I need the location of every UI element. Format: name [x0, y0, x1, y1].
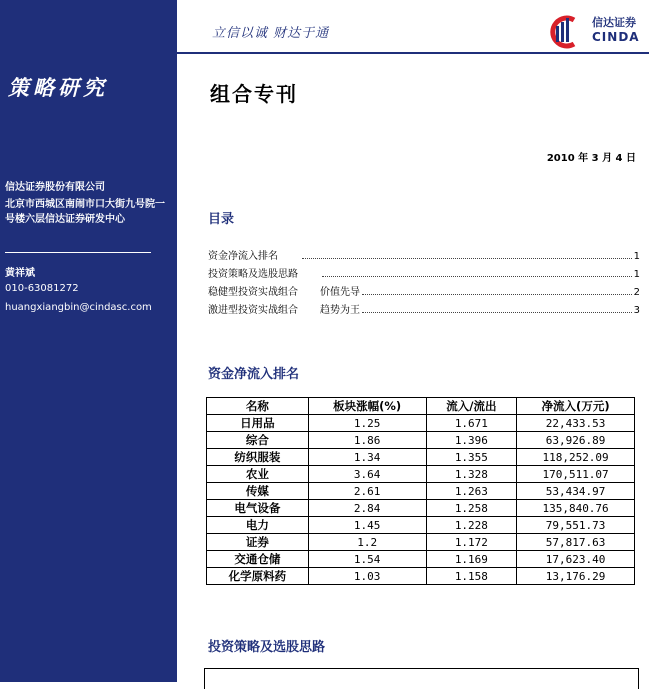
value-cell: 1.54: [308, 551, 426, 568]
sector-name-cell: 农业: [207, 466, 309, 483]
logo-text-cn: 信达证券: [592, 16, 636, 29]
toc-leader: [362, 312, 632, 313]
value-cell: 1.355: [426, 449, 517, 466]
toc-item-title: 投资策略及选股思路: [208, 269, 298, 280]
company-address: 北京市西城区南闹市口大街九号院一号楼六层信达证券研发中心: [5, 199, 165, 225]
analyst-name: 黄祥斌: [5, 268, 35, 279]
value-cell: 1.03: [308, 568, 426, 585]
column-header: 名称: [207, 398, 309, 415]
company-name: 信达证券股份有限公司: [5, 182, 105, 193]
value-cell: 1.172: [426, 534, 517, 551]
value-cell: 63,926.89: [517, 432, 635, 449]
value-cell: 2.61: [308, 483, 426, 500]
toc-item[interactable]: [208, 262, 640, 280]
analyst-email[interactable]: huangxiangbin@cindasc.com: [5, 302, 152, 313]
table-row: [207, 449, 635, 466]
column-header: 净流入(万元): [517, 398, 635, 415]
table-row: [207, 432, 635, 449]
fund-flow-table: [206, 397, 635, 585]
toc-leader: [322, 276, 632, 277]
table-row: [207, 551, 635, 568]
sidebar-title: 策略研究: [8, 75, 108, 100]
column-header: 板块涨幅(%): [308, 398, 426, 415]
sector-name-cell: 日用品: [207, 415, 309, 432]
value-cell: 1.396: [426, 432, 517, 449]
table-row: [207, 466, 635, 483]
toc-item-title: 稳健型投资实战组合: [208, 287, 298, 298]
value-cell: 22,433.53: [517, 415, 635, 432]
value-cell: 3.64: [308, 466, 426, 483]
header-divider: [177, 52, 649, 54]
value-cell: 57,817.63: [517, 534, 635, 551]
toc-item-subtitle: 趋势为王: [320, 305, 360, 316]
sector-name-cell: 综合: [207, 432, 309, 449]
toc-item[interactable]: [208, 244, 640, 262]
value-cell: 1.263: [426, 483, 517, 500]
toc-leader: [362, 294, 632, 295]
value-cell: 2.84: [308, 500, 426, 517]
value-cell: 1.158: [426, 568, 517, 585]
value-cell: 1.86: [308, 432, 426, 449]
table-of-contents: [208, 244, 640, 316]
sector-name-cell: 化学原料药: [207, 568, 309, 585]
value-cell: 1.45: [308, 517, 426, 534]
toc-item-page: 1: [633, 251, 640, 262]
sector-name-cell: 证券: [207, 534, 309, 551]
analyst-phone: 010-63081272: [5, 283, 79, 294]
value-cell: 1.328: [426, 466, 517, 483]
sector-name-cell: 纺织服装: [207, 449, 309, 466]
toc-item-title: 资金净流入排名: [208, 251, 278, 262]
column-header: 流入/流出: [426, 398, 517, 415]
flow-ranking-heading: 资金净流入排名: [208, 367, 300, 382]
table-row: [207, 517, 635, 534]
value-cell: 1.169: [426, 551, 517, 568]
strategy-content-box: [204, 668, 639, 689]
value-cell: 53,434.97: [517, 483, 635, 500]
report-date: 2010 年 3 月 4 日: [546, 153, 636, 164]
slogan: 立信以诚 财达于通: [212, 26, 330, 41]
value-cell: 170,511.07: [517, 466, 635, 483]
sector-name-cell: 电力: [207, 517, 309, 534]
value-cell: 1.228: [426, 517, 517, 534]
value-cell: 17,623.40: [517, 551, 635, 568]
toc-item-page: 2: [633, 287, 640, 298]
sector-name-cell: 传媒: [207, 483, 309, 500]
toc-leader: [302, 258, 632, 259]
toc-item[interactable]: [208, 280, 640, 298]
toc-item-title: 激进型投资实战组合: [208, 305, 298, 316]
toc-item-page: 3: [633, 305, 640, 316]
table-row: [207, 415, 635, 432]
document-title: 组合专刊: [210, 82, 298, 106]
value-cell: 1.258: [426, 500, 517, 517]
value-cell: 1.2: [308, 534, 426, 551]
toc-item-page: 1: [633, 269, 640, 280]
table-row: [207, 483, 635, 500]
toc-item-subtitle: 价值先导: [320, 287, 360, 298]
sidebar-divider: [5, 252, 151, 253]
value-cell: 1.671: [426, 415, 517, 432]
table-header-row: [207, 398, 635, 415]
sector-name-cell: 电气设备: [207, 500, 309, 517]
value-cell: 13,176.29: [517, 568, 635, 585]
toc-item[interactable]: [208, 298, 640, 316]
value-cell: 118,252.09: [517, 449, 635, 466]
value-cell: 79,551.73: [517, 517, 635, 534]
table-body: [207, 415, 635, 585]
value-cell: 1.34: [308, 449, 426, 466]
logo-text-en: CINDA: [592, 30, 640, 44]
toc-heading: 目录: [208, 212, 235, 227]
sector-name-cell: 交通仓储: [207, 551, 309, 568]
strategy-heading: 投资策略及选股思路: [208, 640, 326, 655]
table-row: [207, 534, 635, 551]
value-cell: 1.25: [308, 415, 426, 432]
table-row: [207, 500, 635, 517]
table-row: [207, 568, 635, 585]
sidebar: [0, 0, 177, 682]
value-cell: 135,840.76: [517, 500, 635, 517]
